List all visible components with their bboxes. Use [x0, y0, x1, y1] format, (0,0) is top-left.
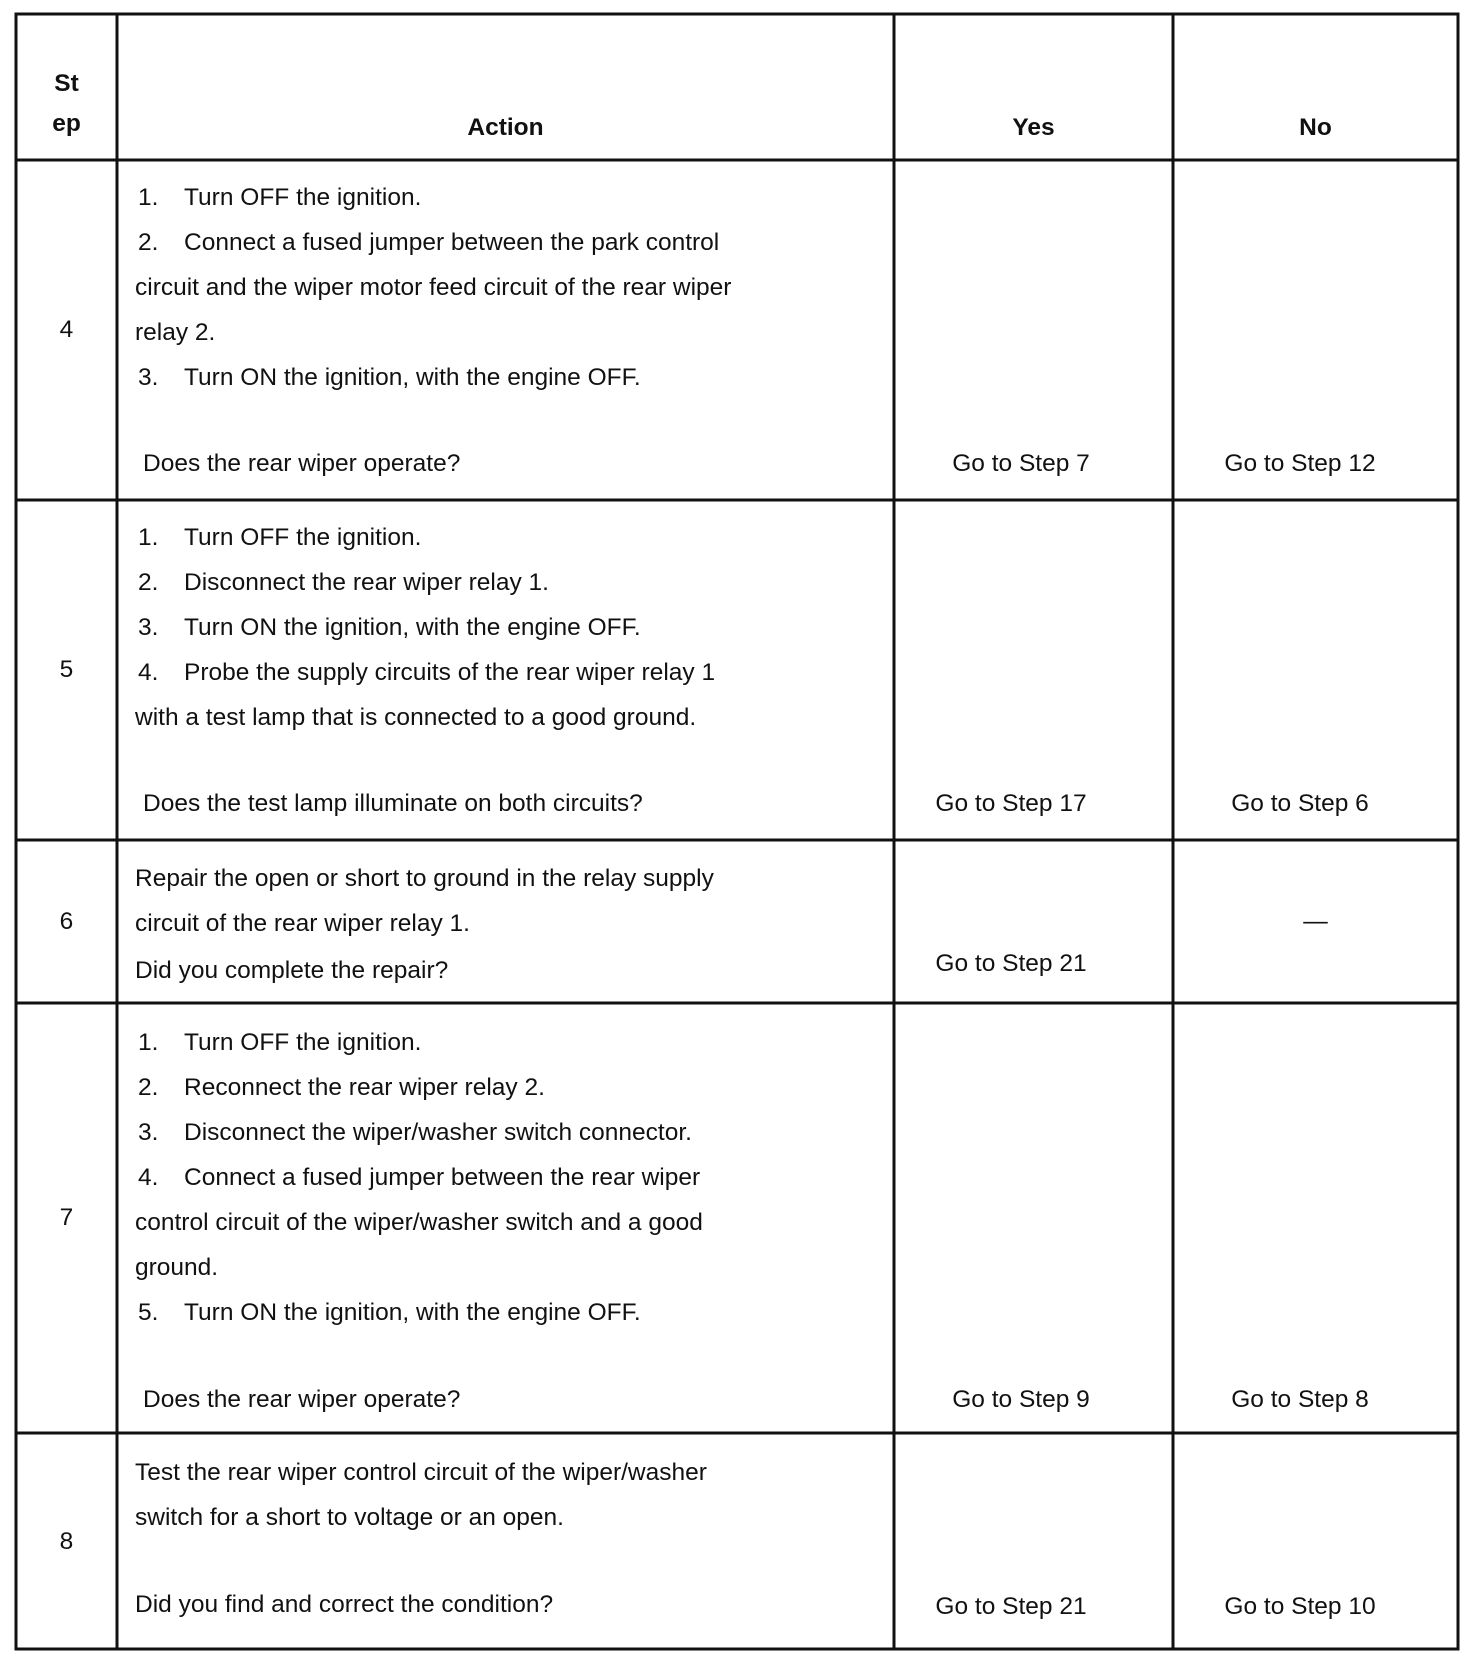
header-step: St ep: [52, 70, 81, 137]
action-question: Does the rear wiper operate?: [143, 450, 461, 477]
action-cell: [135, 857, 890, 997]
action-line: 3. Turn ON the ignition, with the engine OFF.: [138, 364, 641, 391]
action-question: Did you find and correct the condition?: [135, 1591, 554, 1618]
action-cell: [135, 516, 890, 836]
action-line: 2. Disconnect the rear wiper relay 1.: [138, 569, 549, 596]
action-line: 4. Probe the supply circuits of the rear wiper relay 1: [138, 659, 716, 686]
action-question: Did you complete the repair?: [135, 957, 449, 984]
action-question: Does the test lamp illuminate on both circuits?: [143, 790, 643, 817]
action-line: 1. Turn OFF the ignition.: [138, 184, 422, 211]
yes-result: Go to Step 21: [935, 1593, 1087, 1620]
action-line: 5. Turn ON the ignition, with the engine OFF.: [138, 1299, 641, 1326]
action-cell: [135, 1451, 890, 1646]
step-number: 6: [59, 908, 74, 935]
yes-result: Go to Step 9: [952, 1386, 1090, 1413]
action-question: Does the rear wiper operate?: [143, 1386, 461, 1413]
no-result: Go to Step 12: [1224, 450, 1376, 477]
action-line: ground.: [135, 1254, 219, 1281]
action-line: 3. Disconnect the wiper/washer switch connector.: [138, 1119, 692, 1146]
no-result: Go to Step 6: [1231, 790, 1369, 817]
action-line: switch for a short to voltage or an open.: [135, 1504, 564, 1531]
action-line: 2. Connect a fused jumper between the park control: [138, 229, 720, 256]
no-result: Go to Step 10: [1224, 1593, 1376, 1620]
no-result: —: [1303, 908, 1328, 935]
header-no: No: [1299, 114, 1332, 141]
yes-result: Go to Step 17: [935, 790, 1087, 817]
action-line: 3. Turn ON the ignition, with the engine OFF.: [138, 614, 641, 641]
step-number: 5: [59, 656, 74, 683]
step-number: 8: [59, 1528, 74, 1555]
action-line: Test the rear wiper control circuit of the wiper/washer: [135, 1459, 707, 1486]
action-line: 4. Connect a fused jumper between the rear wiper: [138, 1164, 701, 1191]
step-number: 4: [59, 316, 74, 343]
action-line: circuit of the rear wiper relay 1.: [135, 910, 470, 937]
step-number: 7: [59, 1204, 74, 1231]
action-line: 1. Turn OFF the ignition.: [138, 524, 422, 551]
yes-result: Go to Step 7: [952, 450, 1090, 477]
header-action: Action: [467, 114, 544, 141]
action-cell: [135, 1021, 890, 1431]
action-cell: [135, 176, 890, 496]
header-yes: Yes: [1012, 114, 1055, 141]
action-line: 2. Reconnect the rear wiper relay 2.: [138, 1074, 545, 1101]
action-line: circuit and the wiper motor feed circuit of the rear wiper: [135, 274, 732, 301]
action-line: 1. Turn OFF the ignition.: [138, 1029, 422, 1056]
no-result: Go to Step 8: [1231, 1386, 1369, 1413]
action-line: control circuit of the wiper/washer switch and a good: [135, 1209, 703, 1236]
action-line: relay 2.: [135, 319, 216, 346]
yes-result: Go to Step 21: [935, 950, 1087, 977]
action-line: with a test lamp that is connected to a good ground.: [135, 704, 697, 731]
action-line: Repair the open or short to ground in the relay supply: [135, 865, 714, 892]
